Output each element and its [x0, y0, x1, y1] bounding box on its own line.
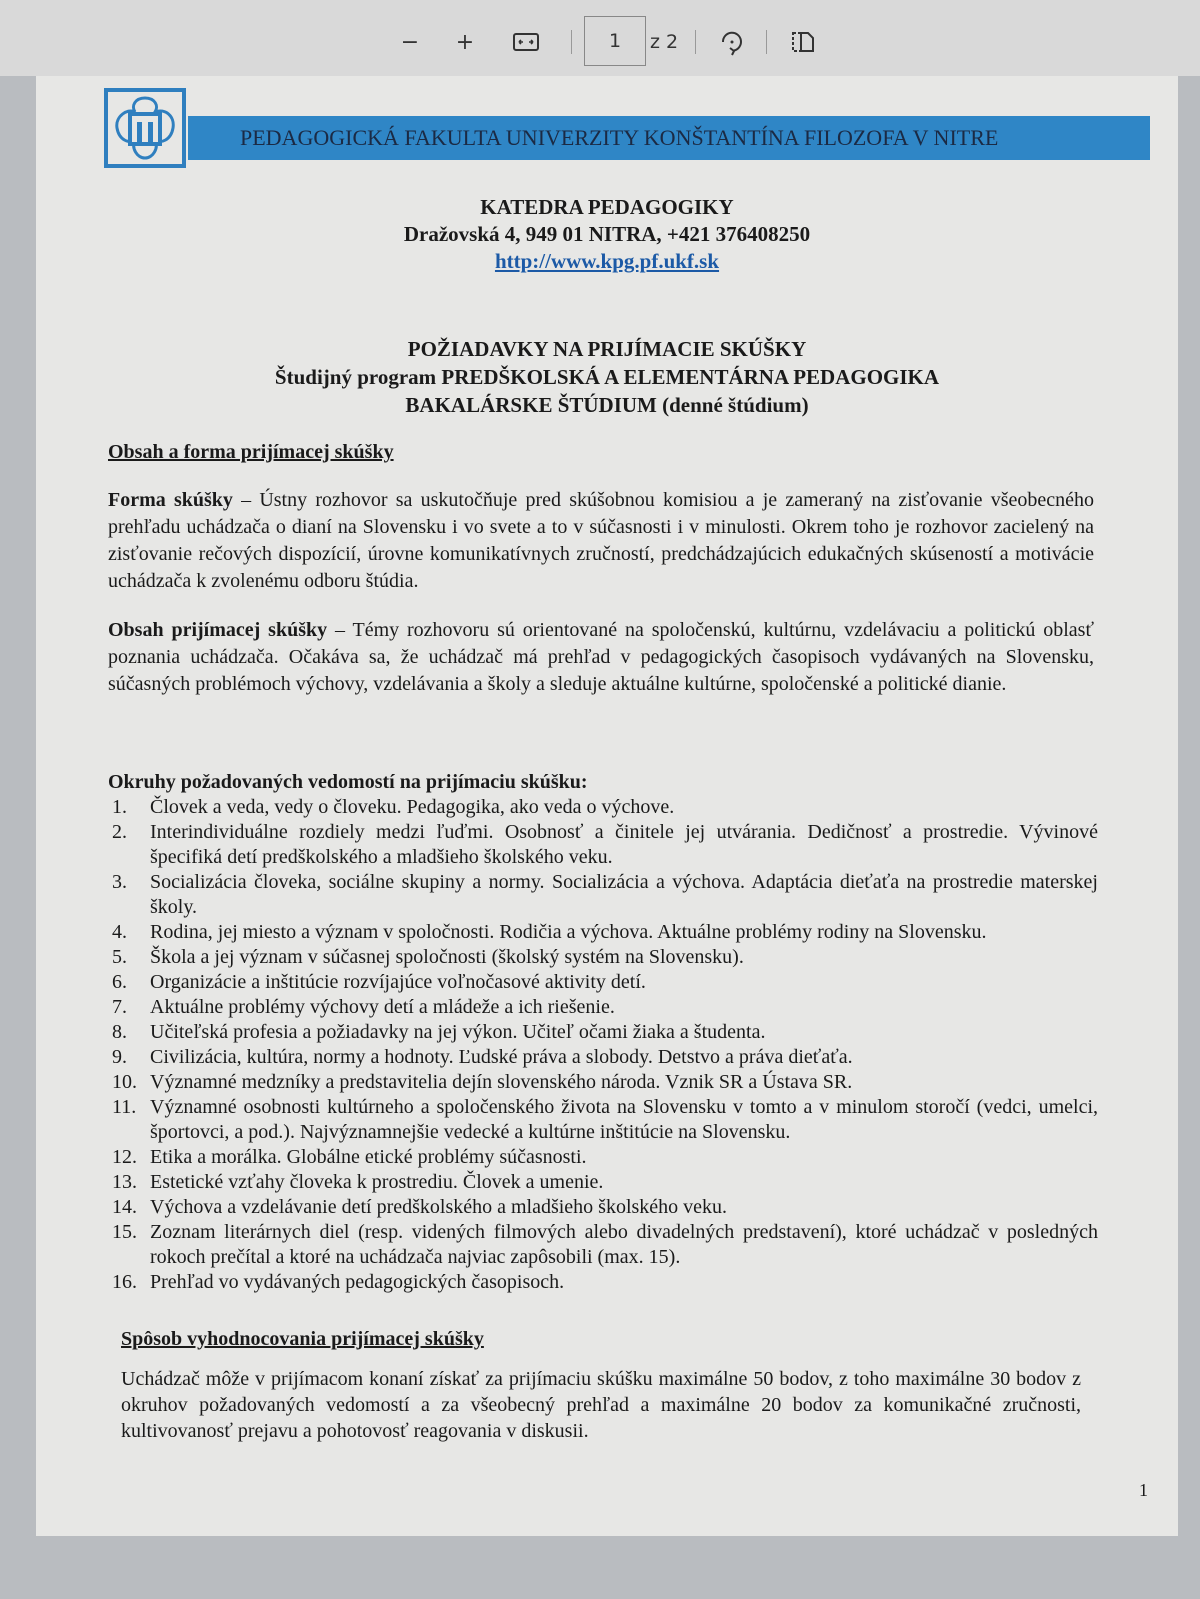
study-type: BAKALÁRSKE ŠTÚDIUM (denné štúdium): [405, 393, 809, 417]
paragraph-evaluation: Uchádzač môže v prijímacom konaní získať za prijímaciu skúšku maximálne 50 bodov, z toho maximálne 30 bodov z okruhov požadovaných vedomostí a za všeobecný prehľad a maximálne 20 bodov za komunikačné zručnosti, kultivovanosť prejavu a pohotovosť reagovania v diskusii.: [121, 1368, 1081, 1442]
topic-text: Estetické vzťahy človeka k prostrediu. Človek a umenie.: [150, 1171, 604, 1193]
topic-list-item: [108, 1195, 1098, 1220]
fit-width-button[interactable]: [508, 22, 544, 62]
topic-number: 13.: [112, 1171, 137, 1193]
topic-list-item: [108, 995, 1098, 1020]
page-view-icon: [790, 30, 816, 54]
topic-text: Škola a jej význam v súčasnej spoločnosti (školský systém na Slovensku).: [150, 946, 744, 968]
page-total-label: z 2: [649, 31, 679, 53]
faculty-emblem-icon: [108, 92, 182, 164]
topic-text: Človek a veda, vedy o človeku. Pedagogika, ako veda o výchove.: [150, 796, 675, 818]
topic-text: Významné medzníky a predstavitelia dejín slovenského národa. Vznik SR a Ústava SR.: [150, 1071, 853, 1093]
section-heading-content-form: Obsah a forma prijímacej skúšky: [108, 441, 394, 463]
topic-list-item: [108, 795, 1098, 820]
topic-number: 9.: [112, 1046, 127, 1068]
pdf-page: [36, 76, 1178, 1536]
faculty-banner: PEDAGOGICKÁ FAKULTA UNIVERZITY KONŠTANTÍNA FILOZOFA V NITRE: [188, 116, 1150, 160]
topic-number: 7.: [112, 996, 127, 1018]
exam-content-text: – Témy rozhovoru sú orientované na spoločenskú, kultúrnu, vzdelávaciu a politickú oblasť poznania uchádzača. Očakáva sa, že uchádzač má prehľad v pedagogických časopisoch vydávaných na Slovensku, súčasných problémoch výchovy, vzdelávania a školy a sleduje aktuálne kultúrne, spoločenské a politické dianie.: [108, 619, 1094, 695]
divider: [571, 30, 572, 54]
exam-form-label: Forma skúšky: [108, 489, 233, 511]
topic-text: Aktuálne problémy výchovy detí a mládeže a ich riešenie.: [150, 996, 615, 1018]
topic-list-item: [108, 1145, 1098, 1170]
topic-text: Zoznam literárnych diel (resp. videných filmových alebo divadelných predstavení), ktoré uchádzač v posledných rokoch prečítal a ktoré na uchádzača najviac zapôsobili (max. 15).: [150, 1221, 1098, 1268]
topic-text: Učiteľská profesia a požiadavky na jej výkon. Učiteľ očami žiaka a študenta.: [150, 1021, 766, 1043]
topic-list-item: [108, 1070, 1098, 1095]
study-program: Študijný program PREDŠKOLSKÁ A ELEMENTÁRNA PEDAGOGIKA: [274, 365, 940, 389]
topic-number: 16.: [112, 1271, 137, 1293]
topic-text: Rodina, jej miesto a význam v spoločnosti. Rodičia a výchova. Aktuálne problémy rodiny na Slovensku.: [150, 921, 987, 943]
topic-text: Civilizácia, kultúra, normy a hodnoty. Ľudské práva a slobody. Detstvo a práva dieťaťa.: [150, 1046, 853, 1068]
exam-form-text: – Ústny rozhovor sa uskutočňuje pred skúšobnou komisiou a je zameraný na zisťovanie všeobecného prehľadu uchádzača o dianí na Slovensku i vo svete a to v súčasnosti i v minulosti. Okrem toho je rozhovor zacielený na zisťovanie rečových dispozícií, úrovne komunikatívnych zručností, predchádzajúcich edukačných skúseností a motivácie uchádzača k zvolenému odboru štúdia.: [108, 489, 1094, 592]
topic-text: Socializácia človeka, sociálne skupiny a normy. Socializácia a výchova. Adaptácia dieťaťa na prostredie materskej školy.: [150, 871, 1098, 918]
topic-text: Významné osobnosti kultúrneho a spoločenského života na Slovensku v tomto a v minulom storočí (vedci, umelci, športovci, a pod.). Najvýznamnejšie vedecké a kultúrne inštitúcie na Slovensku.: [150, 1096, 1098, 1143]
topic-list-item: [108, 970, 1098, 995]
topic-list-item: [108, 920, 1098, 945]
fit-width-icon: [512, 32, 540, 52]
topic-text: Prehľad vo vydávaných pedagogických časopisoch.: [150, 1271, 565, 1293]
department-website-link[interactable]: http://www.kpg.pf.ukf.sk: [494, 249, 720, 273]
topic-list-item: [108, 1170, 1098, 1195]
department-address: Dražovská 4, 949 01 NITRA, +421 376408250: [403, 222, 811, 246]
pdf-toolbar: [0, 0, 1200, 76]
topic-list-item: [108, 1220, 1098, 1270]
topic-number: 3.: [112, 871, 127, 893]
divider: [766, 30, 767, 54]
exam-content-label: Obsah prijímacej skúšky: [108, 619, 328, 641]
topic-list-item: [108, 870, 1098, 920]
topic-text: Interindividuálne rozdiely medzi ľuďmi. Osobnosť a činitele jej utvárania. Dedičnosť a prostredie. Vývinové špecifiká detí predškolského a mladšieho školského veku.: [150, 821, 1098, 868]
topic-list-item: [108, 945, 1098, 970]
topic-number: 6.: [112, 971, 127, 993]
topic-number: 8.: [112, 1021, 127, 1043]
topic-number: 2.: [112, 821, 127, 843]
topic-number: 15.: [112, 1221, 137, 1243]
topics-list: [108, 770, 1098, 1295]
topics-heading: Okruhy požadovaných vedomostí na prijímaciu skúšku:: [108, 771, 588, 793]
topic-number: 11.: [112, 1096, 137, 1118]
topic-text: Organizácie a inštitúcie rozvíjajúce voľnočasové aktivity detí.: [150, 971, 646, 993]
topic-list-item: [108, 1095, 1098, 1145]
page-number: 1: [1139, 1480, 1148, 1500]
university-logo: [104, 88, 186, 168]
topic-list-item: [108, 1020, 1098, 1045]
topic-number: 4.: [112, 921, 127, 943]
section-heading-evaluation: Spôsob vyhodnocovania prijímacej skúšky: [121, 1328, 484, 1350]
page-number-input[interactable]: 1: [584, 16, 646, 66]
topic-text: Etika a morálka. Globálne etické problémy súčasnosti.: [150, 1146, 587, 1168]
topic-number: 5.: [112, 946, 127, 968]
topic-number: 1.: [112, 796, 127, 818]
page-view-button[interactable]: [786, 22, 820, 62]
zoom-in-button[interactable]: +: [455, 29, 475, 55]
topic-list-item: [108, 820, 1098, 870]
topic-number: 10.: [112, 1071, 137, 1093]
topic-number: 14.: [112, 1196, 137, 1218]
rotate-icon: [718, 28, 744, 56]
zoom-out-button[interactable]: −: [400, 29, 420, 55]
topic-list-item: [108, 1045, 1098, 1070]
paragraph-exam-form: [108, 487, 1094, 595]
divider: [695, 30, 696, 54]
rotate-button[interactable]: [714, 22, 748, 62]
department-name: KATEDRA PEDAGOGIKY: [480, 195, 734, 219]
document-title: POŽIADAVKY NA PRIJÍMACIE SKÚŠKY: [407, 337, 807, 361]
topic-text: Výchova a vzdelávanie detí predškolského a mladšieho školského veku.: [150, 1196, 728, 1218]
paragraph-exam-content: [108, 617, 1094, 698]
topic-list-item: [108, 1270, 1098, 1295]
topic-number: 12.: [112, 1146, 137, 1168]
